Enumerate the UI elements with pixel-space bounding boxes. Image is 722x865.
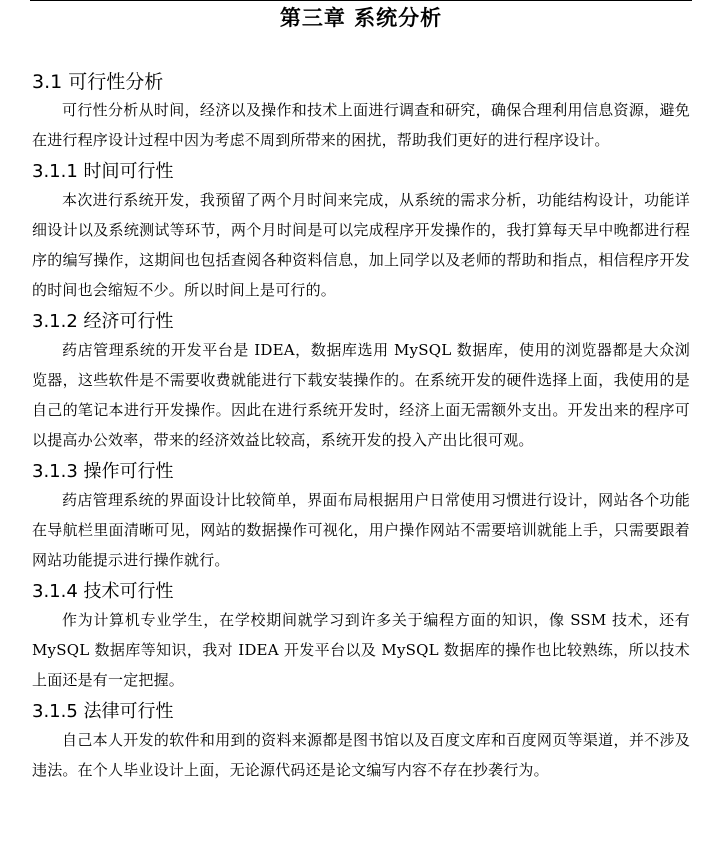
subsection-heading-operation: 3.1.3 操作可行性 — [32, 461, 174, 482]
paragraph-legal-feasibility: 自己本人开发的软件和用到的资料来源都是图书馆以及百度文库和百度网页等渠道，并不涉及违法。在个人毕业设计上面，无论源代码还是论文编写内容不存在抄袭行为。 — [32, 731, 690, 779]
paragraph-economic-feasibility: 药店管理系统的开发平台是 IDEA，数据库选用 MySQL 数据库，使用的浏览器都是大众浏览器，这些软件是不需要收费就能进行下载安装操作的。在系统开发的硬件选择上面，我使用的是自己的笔记本进行开发操作。因此在进行系统开发时，经济上面无需额外支出。开发出来的程序可以提高办公效率，带来的经济效益比较高，系统开发的投入产出比很可观。 — [32, 341, 690, 449]
paragraph-technical-feasibility: 作为计算机专业学生，在学校期间就学习到许多关于编程方面的知识，像 SSM 技术，还有 MySQL 数据库等知识，我对 IDEA 开发平台以及 MySQL 数据库的操作也比较熟练，所以技术上面还是有一定把握。 — [32, 611, 690, 689]
subsection-heading-legal: 3.1.5 法律可行性 — [32, 701, 174, 722]
subsection-heading-technical: 3.1.4 技术可行性 — [32, 581, 174, 602]
section-intro-paragraph: 可行性分析从时间，经济以及操作和技术上面进行调查和研究，确保合理利用信息资源，避免在进行程序设计过程中因为考虑不周到所带来的困扰，帮助我们更好的进行程序设计。 — [32, 101, 690, 149]
chapter-title: 第三章 系统分析 — [279, 6, 443, 30]
paragraph-time-feasibility: 本次进行系统开发，我预留了两个月时间来完成，从系统的需求分析，功能结构设计，功能详细设计以及系统测试等环节，两个月时间是可以完成程序开发操作的，我打算每天早中晚都进行程序的编写操作，这期间也包括查阅各种资料信息，加上同学以及老师的帮助和指点，相信程序开发的时间也会缩短不少。所以时间上是可行的。 — [32, 191, 690, 299]
subsection-heading-economic: 3.1.2 经济可行性 — [32, 311, 174, 332]
section-heading: 3.1 可行性分析 — [32, 71, 164, 93]
subsection-heading-time: 3.1.1 时间可行性 — [32, 161, 174, 182]
paragraph-operation-feasibility: 药店管理系统的界面设计比较简单，界面布局根据用户日常使用习惯进行设计，网站各个功能在导航栏里面清晰可见，网站的数据操作可视化，用户操作网站不需要培训就能上手，只需要跟着网站功能提示进行操作就行。 — [32, 491, 690, 569]
document-page — [32, 0, 690, 785]
